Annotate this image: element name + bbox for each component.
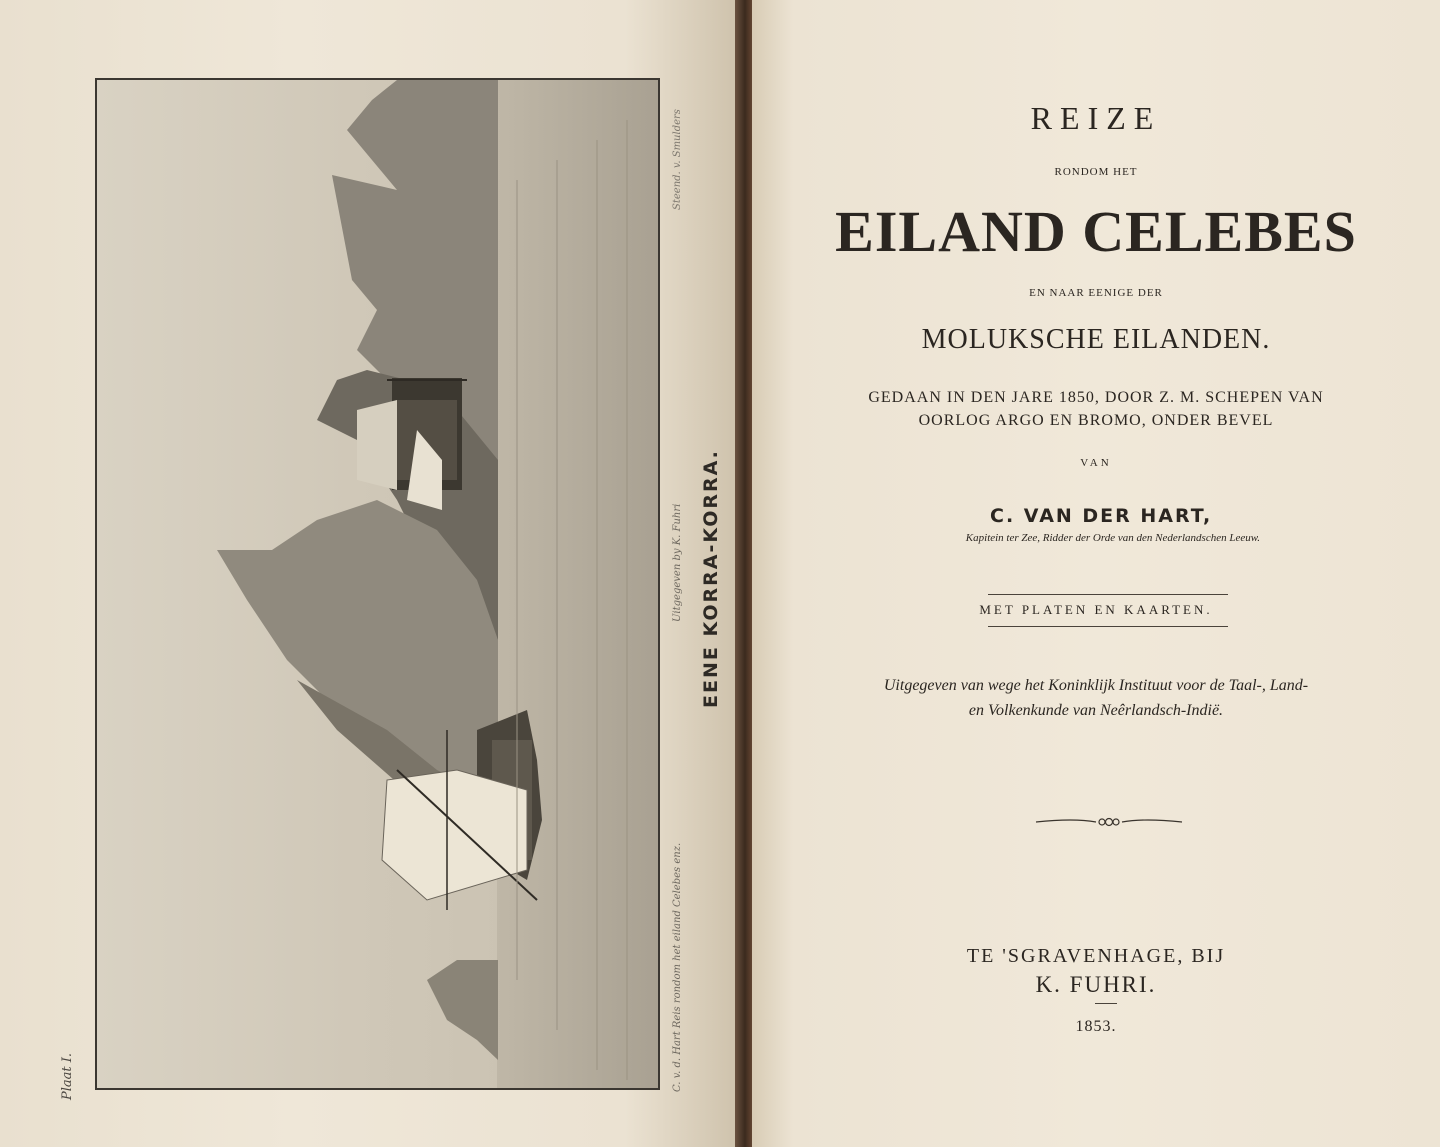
plate-caption-author: C. v. d. Hart Reis rondom het eiland Celebes enz. bbox=[672, 842, 683, 1092]
connector-text: EN NAAR EENIGE DER bbox=[1029, 287, 1163, 299]
description-line-1: GEDAAN IN DEN JARE 1850, DOOR Z. M. SCHEPEN VAN bbox=[868, 389, 1324, 406]
publisher-note-line-2: en Volkenkunde van Neêrlandsch-Indië. bbox=[968, 702, 1224, 719]
plate-caption-publisher: Uitgegeven by K. Fuhri bbox=[672, 503, 683, 622]
ornament-divider bbox=[1034, 815, 1184, 829]
main-title: EILAND CELEBES bbox=[835, 199, 1357, 264]
publisher-name: K. FUHRI. bbox=[1035, 972, 1157, 997]
plate-title: EENE KORRA-KORRA. bbox=[700, 449, 722, 708]
description-line-2: OORLOG ARGO EN BROMO, ONDER BEVEL bbox=[918, 412, 1274, 429]
plates-note: MET PLATEN EN KAARTEN. bbox=[979, 602, 1213, 617]
book-title: REIZE bbox=[1030, 100, 1162, 136]
van-label: VAN bbox=[1080, 457, 1112, 469]
publication-year: 1853. bbox=[1075, 1018, 1117, 1035]
rule-short bbox=[1095, 1003, 1117, 1004]
description bbox=[752, 386, 1440, 432]
rule-top bbox=[988, 594, 1228, 595]
publisher-note-line-1: Uitgegeven van wege het Koninklijk Instituut voor de Taal-, Land- bbox=[883, 677, 1309, 694]
plate-number: Plaat I. bbox=[60, 1052, 75, 1100]
lithograph-plate bbox=[95, 78, 660, 1090]
lithograph-illustration bbox=[97, 80, 658, 1088]
publication-place: TE 'SGRAVENHAGE, BIJ bbox=[966, 945, 1226, 967]
islands-title: MOLUKSCHE EILANDEN. bbox=[921, 324, 1271, 355]
publisher-note bbox=[752, 673, 1440, 723]
subtitle-small: RONDOM HET bbox=[1054, 166, 1138, 178]
author-rank: Kapitein ter Zee, Ridder der Orde van den Nederlandschen Leeuw. bbox=[965, 532, 1260, 544]
sea-area bbox=[497, 80, 658, 1088]
plate-caption-lithographer: Steend. v. Smulders bbox=[672, 109, 683, 210]
rule-bottom bbox=[988, 626, 1228, 627]
author-name: C. VAN DER HART, bbox=[990, 505, 1213, 527]
